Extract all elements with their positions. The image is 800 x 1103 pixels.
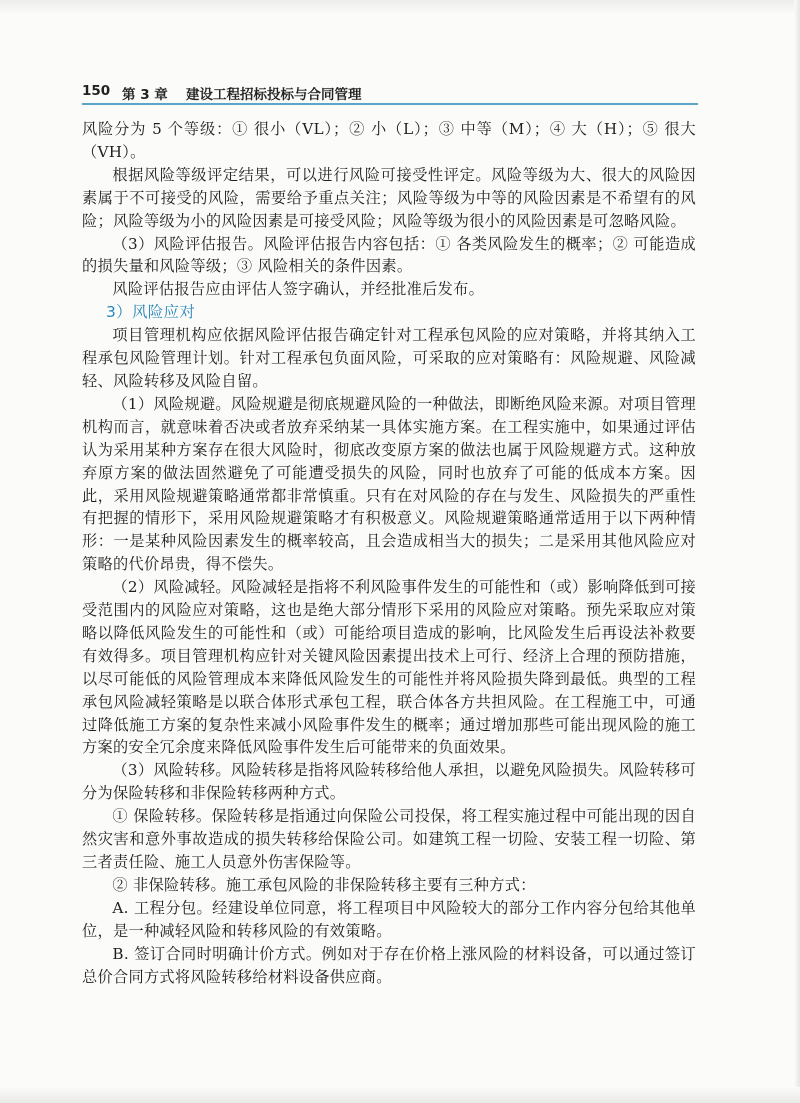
paragraph-non-insurance-transfer: ② 非保险转移。施工承包风险的非保险转移主要有三种方式： [112, 875, 536, 894]
paragraph-risk-levels: 风险分为 5 个等级：① 很小（VL）；② 小（L）；③ 中等（M）；④ 大（H）；⑤ 很大（VH）。 [82, 120, 696, 161]
paragraph-assessment-report: （3）风险评估报告。风险评估报告内容包括：① 各类风险发生的概率；② 可能造成的损失量和风险等级；③ 风险相关的条件因素。 [82, 234, 696, 276]
scan-edge-bottom [0, 1087, 800, 1103]
scan-edge-top [0, 0, 800, 14]
paragraph-pricing-method: B. 签订合同时明确计价方式。例如对于存在价格上涨风险的材料设备，可以通过签订总价合同方式将风险转移给材料设备供应商。 [82, 944, 696, 986]
scan-edge-right [794, 0, 800, 1103]
chapter-title: 建设工程招标投标与合同管理 [186, 87, 362, 103]
paragraph-insurance-transfer: ① 保险转移。保险转移是指通过向保险公司投保，将工程实施过程中可能出现的因自然灾害和意外事故造成的损失转移给保险公司。如建筑工程一切险、安装工程一切险、第三者责任险、施工人员意外伤害保险等。 [82, 807, 696, 871]
paragraph-risk-mitigation: （2）风险减轻。风险减轻是指将不利风险事件发生的可能性和（或）影响降低到可接受范围内的风险应对策略，这也是绝大部分情形下采用的风险应对策略。预先采取应对策略以降低风险发生的可能性和（或）可能给项目造成的影响，比风险发生后再设法补救要有效得多。项目管理机构应针对关键风险因素提出技术上可行、经济上合理的预防措施，以尽可能低的风险管理成本来降低风险发生的可能性并将风险损失降到最低。典型的工程承包风险减轻策略是以联合体形式承包工程，联合体各方共担风险。在工程施工中，可通过降低施工方案的复杂性来减小风险事件发生的概率；通过增加那些可能出现风险的施工方案的安全冗余度来降低风险事件发生后可能带来的负面效果。 [82, 578, 696, 757]
section-heading-risk-response: 3）风险应对 [106, 303, 196, 322]
running-header [82, 83, 696, 103]
paragraph-response-strategies: 项目管理机构应依据风险评估报告确定针对工程承包风险的应对策略，并将其纳入工程承包风险管理计划。针对工程承包负面风险，可采取的应对策略有：风险规避、风险减轻、风险转移及风险自留。 [82, 326, 696, 390]
paragraph-risk-transfer: （3）风险转移。风险转移是指将风险转移给他人承担，以避免风险损失。风险转移可分为保险转移和非保险转移两种方式。 [82, 761, 696, 803]
paragraph-risk-avoidance: （1）风险规避。风险规避是彻底规避风险的一种做法，即断绝风险来源。对项目管理机构而言，就意味着否决或者放弃采纳某一具体实施方案。在工程实施中，如果通过评估认为采用某种方案存在很大风险时，彻底改变原方案的做法也属于风险规避方式。这种放弃原方案的做法固然避免了可能遭受损失的风险，同时也放弃了可能的低成本方案。因此，采用风险规避策略通常都非常慎重。只有在对风险的存在与发生、风险损失的严重性有把握的情形下，采用风险规避策略才有积极意义。风险规避策略通常适用于以下两种情形：一是某种风险因素发生的概率较高，且会造成相当大的损失；二是采用其他风险应对策略的代价昂贵，得不偿失。 [82, 394, 696, 574]
paragraph-subcontracting: A. 工程分包。经建设单位同意，将工程项目中风险较大的部分工作内容分包给其他单位，是一种减轻风险和转移风险的有效策略。 [82, 898, 696, 940]
paragraph-report-approval: 风险评估报告应由评估人签字确认，并经批准后发布。 [112, 280, 485, 299]
header-rule [82, 103, 698, 105]
page-body [82, 118, 696, 988]
paragraph-acceptability: 根据风险等级评定结果，可以进行风险可接受性评定。风险等级为大、很大的风险因素属于不可接受的风险，需要给予重点关注；风险等级为中等的风险因素是不希望有的风险；风险等级为小的风险因素是可接受风险；风险等级为很小的风险因素是可忽略风险。 [82, 165, 696, 230]
page-number: 150 [82, 83, 111, 99]
chapter-label: 第 3 章 [122, 87, 168, 103]
